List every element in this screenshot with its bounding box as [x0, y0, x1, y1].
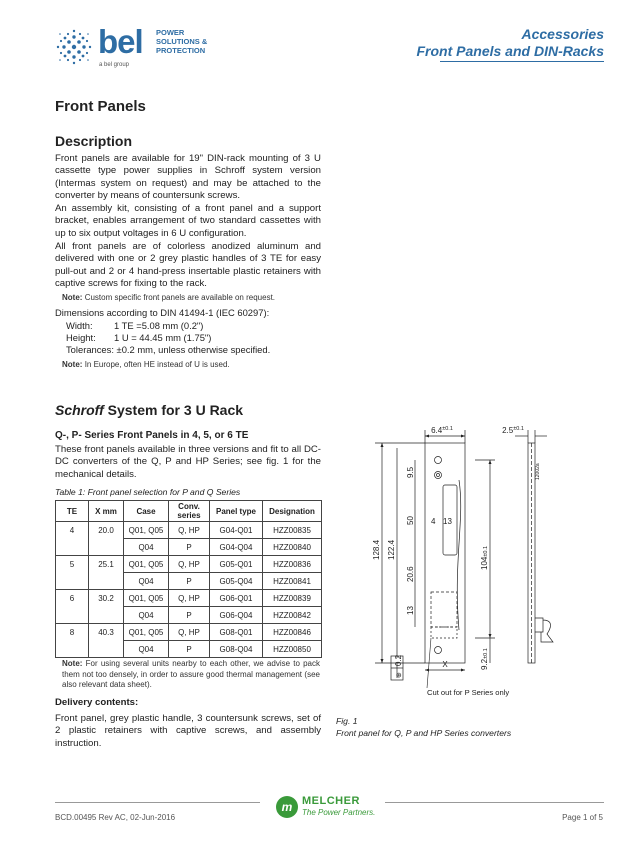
cutout-label: Cut out for P Series only — [427, 688, 510, 697]
note-thermal — [62, 659, 320, 691]
note-text: Custom specific front panels are available on request. — [84, 293, 276, 302]
mount-hole-mid — [435, 472, 442, 479]
logo-tagline-2: SOLUTIONS & — [156, 37, 208, 46]
table-cell: 25.1 — [89, 556, 124, 573]
table-cell: 8 — [56, 624, 89, 641]
logo-sub: a bel group — [99, 62, 130, 68]
bel-globe-icon — [52, 25, 252, 75]
table-cell: P — [169, 539, 210, 556]
height-value: 1 U = 44.45 mm (1.75") — [114, 332, 212, 343]
table-cell: Q04 — [124, 641, 169, 658]
col-case: Case — [124, 501, 169, 522]
dim-104: 104±0.1 — [480, 545, 489, 570]
table-cell: HZZ00846 — [263, 624, 322, 641]
drawing-code: 12002a — [535, 463, 541, 480]
dim-50: 50 — [406, 516, 415, 525]
width-value: 1 TE =5.08 mm (0.2") — [114, 320, 204, 331]
table-cell — [89, 641, 124, 658]
front-panel-drawing — [335, 420, 575, 710]
table-header-row — [56, 501, 322, 522]
logo-word: bel — [98, 23, 143, 60]
table-cell — [89, 539, 124, 556]
table-row — [56, 556, 322, 573]
table-cell: P — [169, 641, 210, 658]
dim-2-5: $2.5^{\pm 0.1}$ — [502, 426, 524, 435]
footer-page: Page 1 of 5 — [562, 813, 603, 822]
p-series-cutout — [431, 592, 457, 627]
table-cell — [56, 607, 89, 624]
table-cell — [89, 573, 124, 590]
table-cell — [56, 539, 89, 556]
table-cell: G05-Q01 — [210, 556, 263, 573]
col-conv-series: Conv. series — [169, 501, 210, 522]
dim-9-2: 9.2±0.1 — [480, 648, 489, 670]
dim-20-6: 20.6 — [406, 566, 415, 582]
logo-tagline-1: POWER — [156, 28, 185, 37]
footer-brand: MELCHER — [302, 795, 360, 807]
bel-logo — [52, 25, 252, 75]
table-cell: Q04 — [124, 539, 169, 556]
table-cell: P — [169, 607, 210, 624]
schroff-heading — [55, 402, 243, 418]
panel-selection-table — [55, 500, 322, 658]
table-cell: Q, HP — [169, 590, 210, 607]
table-row — [56, 573, 322, 590]
mount-hole-top — [435, 457, 442, 464]
table-cell: Q01, Q05 — [124, 556, 169, 573]
table-row — [56, 624, 322, 641]
dim-128-4: 128.4 — [372, 539, 381, 560]
table-cell: Q, HP — [169, 522, 210, 539]
dim-13-cutout: 13 — [406, 606, 415, 615]
table-cell: 30.2 — [89, 590, 124, 607]
table-cell: HZZ00841 — [263, 573, 322, 590]
table-cell: 5 — [56, 556, 89, 573]
table-cell: G06-Q01 — [210, 590, 263, 607]
melcher-logo-icon: m — [276, 796, 298, 818]
table-cell: Q, HP — [169, 556, 210, 573]
dim-13-slot: 13 — [443, 517, 452, 526]
table-cell: 40.3 — [89, 624, 124, 641]
table-cell: G05-Q04 — [210, 573, 263, 590]
footer-rule-left — [55, 802, 260, 803]
schroff-heading-rest: System for 3 U Rack — [103, 402, 244, 418]
handle — [535, 618, 553, 642]
note-text: For using several units nearby to each other, we advise to pack them not too densely, in order to assure good thermal management (see also relevant data sheet). — [62, 659, 320, 689]
col-x: X mm — [89, 501, 124, 522]
description-paragraph-1: Front panels are available for 19" DIN-rack mounting of 3 U cassette type power supplies in Schroff system version (Intermas system on request) and may be attached to the converter by means of countersunk screws. — [55, 153, 321, 202]
header-category: Accessories — [521, 26, 604, 42]
table-cell — [56, 573, 89, 590]
tolerances: Tolerances: ±0.2 mm, unless otherwise specified. — [66, 344, 271, 355]
footer-doc-id: BCD.00495 Rev AC, 02-Jun-2016 — [55, 813, 176, 822]
table-cell: HZZ00840 — [263, 539, 322, 556]
description-paragraph-3: All front panels are of colorless anodized aluminum and delivered with one or 2 grey plastic handles of 3 TE for easy pull-out and 2 or 4 hand-press insertable plastic retainers with captive screws for fixing to the rack. — [55, 241, 321, 290]
dim-6-4: $6.4^{\pm 0.1}$ — [431, 426, 453, 435]
gdt-position-icon: ⊕ — [396, 672, 403, 678]
height-label: Height: — [66, 332, 96, 343]
table-cell — [56, 641, 89, 658]
dim-0-2: 0.2 — [394, 654, 403, 666]
table-cell: HZZ00835 — [263, 522, 322, 539]
note-label: Note: — [62, 360, 83, 369]
figure-label: Fig. 1 — [336, 716, 358, 726]
description-paragraph-2: An assembly kit, consisting of a front panel and a support bracket, enables arrangement of two standard cassettes with up to six output voltages in 6 U configuration. — [55, 203, 321, 239]
table-cell: HZZ00842 — [263, 607, 322, 624]
table-cell: HZZ00836 — [263, 556, 322, 573]
table-cell: G06-Q04 — [210, 607, 263, 624]
delivery-heading: Delivery contents: — [55, 697, 139, 708]
col-panel-type: Panel type — [210, 501, 263, 522]
table-cell: Q01, Q05 — [124, 590, 169, 607]
table-cell: HZZ00839 — [263, 590, 322, 607]
header-rule — [440, 61, 604, 62]
dim-x: X — [442, 660, 448, 669]
dim-122-4: 122.4 — [387, 539, 396, 560]
footer-tagline: The Power Partners. — [302, 808, 376, 817]
page-title: Front Panels — [55, 98, 146, 115]
table-cell: G04-Q04 — [210, 539, 263, 556]
table-cell: Q04 — [124, 573, 169, 590]
note-europe — [62, 360, 320, 371]
mount-hole-bottom — [435, 647, 442, 654]
col-te: TE — [56, 501, 89, 522]
delivery-label: Delivery contents — [55, 697, 135, 708]
delivery-text: Front panel, grey plastic handle, 3 countersunk screws, set of 2 plastic retainers with captive screws, and assembly instruction. — [55, 713, 321, 749]
figure-caption: Front panel for Q, P and HP Series converters — [336, 728, 512, 738]
schroff-paragraph: These front panels available in three versions and fit to all DC-DC converters of the Q, P and HP Series; see fig. 1 for the mechanical details. — [55, 444, 321, 480]
width-label: Width: — [66, 320, 93, 331]
table-cell: Q01, Q05 — [124, 522, 169, 539]
table-cell: 4 — [56, 522, 89, 539]
table-cell: 6 — [56, 590, 89, 607]
schroff-heading-italic: Schroff — [55, 402, 104, 418]
note-label: Note: — [62, 293, 83, 302]
dimensions-intro: Dimensions according to DIN 41494-1 (IEC 60297): — [55, 307, 270, 318]
table-row — [56, 641, 322, 658]
table-cell: HZZ00850 — [263, 641, 322, 658]
col-designation: Designation — [263, 501, 322, 522]
table-row — [56, 590, 322, 607]
description-heading: Description — [55, 133, 133, 149]
table-row — [56, 607, 322, 624]
table-cell: Q04 — [124, 607, 169, 624]
table-caption: Table 1: Front panel selection for P and Q Series — [55, 487, 241, 497]
table-cell: G08-Q01 — [210, 624, 263, 641]
dim-9-5: 9.5 — [406, 466, 415, 478]
table-cell — [89, 607, 124, 624]
table-row — [56, 522, 322, 539]
note-label: Note: — [62, 659, 83, 668]
header-title: Front Panels and DIN-Racks — [416, 43, 604, 59]
table-cell: G04-Q01 — [210, 522, 263, 539]
dim-4: 4 — [431, 517, 436, 526]
footer-rule-right — [385, 802, 604, 803]
table-row — [56, 539, 322, 556]
table-cell: Q01, Q05 — [124, 624, 169, 641]
table-cell: 20.0 — [89, 522, 124, 539]
note-text: In Europe, often HE instead of U is used. — [84, 360, 230, 369]
table-cell: Q, HP — [169, 624, 210, 641]
table-cell: G08-Q04 — [210, 641, 263, 658]
note-custom — [62, 293, 320, 304]
logo-tagline-3: PROTECTION — [156, 46, 206, 55]
table-cell: P — [169, 573, 210, 590]
schroff-subheading: Q-, P- Series Front Panels in 4, 5, or 6 TE — [55, 430, 249, 441]
